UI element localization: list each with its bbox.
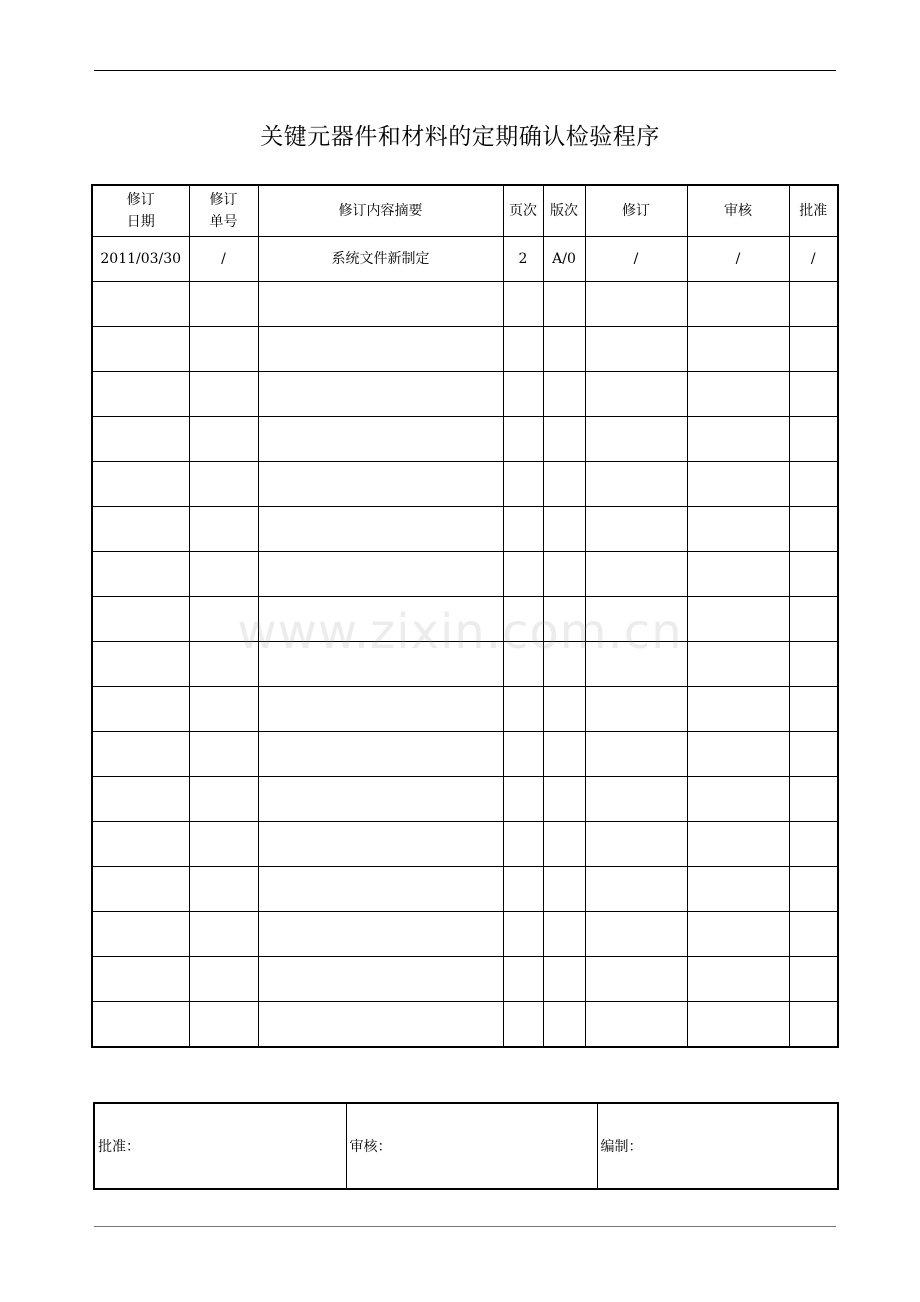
cell-page <box>503 507 543 552</box>
cell-revision-no <box>189 597 258 642</box>
header-page: 页次 <box>503 185 543 237</box>
cell-revised-by <box>585 732 687 777</box>
cell-version <box>543 642 585 687</box>
cell-revised-by <box>585 462 687 507</box>
cell-summary <box>258 912 503 957</box>
cell-summary <box>258 1002 503 1048</box>
cell-revision-no <box>189 642 258 687</box>
signoff-prepare: 编制： <box>597 1103 838 1189</box>
cell-approved-by <box>789 642 838 687</box>
cell-revision-no: / <box>189 237 258 282</box>
cell-page <box>503 687 543 732</box>
cell-summary: 系统文件新制定 <box>258 237 503 282</box>
cell-approved-by <box>789 912 838 957</box>
cell-date <box>92 282 189 327</box>
cell-version <box>543 912 585 957</box>
cell-summary <box>258 822 503 867</box>
cell-revised-by <box>585 867 687 912</box>
cell-summary <box>258 642 503 687</box>
cell-summary <box>258 597 503 642</box>
cell-revision-no <box>189 552 258 597</box>
cell-summary <box>258 462 503 507</box>
header-reviewed-by: 审核 <box>687 185 789 237</box>
cell-page <box>503 912 543 957</box>
cell-summary <box>258 417 503 462</box>
signoff-row <box>94 1103 838 1189</box>
cell-reviewed-by <box>687 462 789 507</box>
cell-approved-by <box>789 282 838 327</box>
cell-revision-no <box>189 777 258 822</box>
cell-page <box>503 417 543 462</box>
cell-date <box>92 417 189 462</box>
cell-revised-by <box>585 372 687 417</box>
cell-reviewed-by <box>687 642 789 687</box>
cell-summary <box>258 552 503 597</box>
table-row <box>92 687 838 732</box>
cell-revision-no <box>189 372 258 417</box>
cell-version <box>543 732 585 777</box>
cell-approved-by <box>789 777 838 822</box>
cell-summary <box>258 687 503 732</box>
footer-rule <box>94 1226 836 1227</box>
cell-summary <box>258 327 503 372</box>
cell-approved-by <box>789 552 838 597</box>
cell-approved-by <box>789 507 838 552</box>
cell-date <box>92 867 189 912</box>
cell-page <box>503 957 543 1002</box>
header-revision-date: 修订 日期 <box>92 185 189 237</box>
cell-approved-by <box>789 372 838 417</box>
cell-revised-by <box>585 327 687 372</box>
watermark: www.zixin.com.cn <box>237 604 683 660</box>
cell-version <box>543 1002 585 1048</box>
cell-approved-by <box>789 462 838 507</box>
table-row <box>92 822 838 867</box>
header-approved-by: 批准 <box>789 185 838 237</box>
table-row <box>92 462 838 507</box>
cell-date <box>92 462 189 507</box>
cell-version <box>543 867 585 912</box>
header-rule <box>94 70 836 71</box>
cell-reviewed-by <box>687 327 789 372</box>
signoff-table <box>93 1102 839 1190</box>
cell-revision-no <box>189 417 258 462</box>
cell-revision-no <box>189 867 258 912</box>
table-row <box>92 777 838 822</box>
cell-revision-no <box>189 822 258 867</box>
cell-reviewed-by <box>687 867 789 912</box>
header-summary: 修订内容摘要 <box>258 185 503 237</box>
cell-revision-no <box>189 957 258 1002</box>
cell-date <box>92 777 189 822</box>
cell-revised-by <box>585 777 687 822</box>
cell-version <box>543 552 585 597</box>
cell-page <box>503 1002 543 1048</box>
cell-page <box>503 552 543 597</box>
cell-approved-by <box>789 417 838 462</box>
cell-reviewed-by <box>687 777 789 822</box>
cell-page <box>503 867 543 912</box>
table-row <box>92 1002 838 1048</box>
cell-version <box>543 687 585 732</box>
cell-version <box>543 462 585 507</box>
table-row <box>92 417 838 462</box>
cell-revised-by <box>585 552 687 597</box>
cell-page <box>503 462 543 507</box>
table-header-row <box>92 185 838 237</box>
cell-revision-no <box>189 1002 258 1048</box>
cell-date <box>92 372 189 417</box>
cell-revision-no <box>189 732 258 777</box>
cell-reviewed-by <box>687 912 789 957</box>
cell-version <box>543 282 585 327</box>
cell-date <box>92 597 189 642</box>
cell-version <box>543 822 585 867</box>
table-row <box>92 282 838 327</box>
cell-date <box>92 507 189 552</box>
cell-approved-by: / <box>789 237 838 282</box>
table-row <box>92 957 838 1002</box>
cell-reviewed-by <box>687 822 789 867</box>
cell-approved-by <box>789 1002 838 1048</box>
header-revised-by: 修订 <box>585 185 687 237</box>
cell-date <box>92 687 189 732</box>
cell-page <box>503 822 543 867</box>
document-title: 关键元器件和材料的定期确认检验程序 <box>260 124 660 150</box>
table-row <box>92 642 838 687</box>
cell-date <box>92 732 189 777</box>
cell-reviewed-by: / <box>687 237 789 282</box>
cell-version <box>543 507 585 552</box>
table-row <box>92 507 838 552</box>
revision-history-table <box>91 184 839 1048</box>
cell-date <box>92 642 189 687</box>
cell-revised-by <box>585 597 687 642</box>
cell-version <box>543 957 585 1002</box>
cell-reviewed-by <box>687 687 789 732</box>
cell-approved-by <box>789 732 838 777</box>
cell-version <box>543 327 585 372</box>
cell-date <box>92 1002 189 1048</box>
cell-revised-by <box>585 687 687 732</box>
cell-summary <box>258 957 503 1002</box>
cell-version <box>543 372 585 417</box>
cell-version <box>543 597 585 642</box>
cell-reviewed-by <box>687 1002 789 1048</box>
signoff-review: 审核： <box>346 1103 597 1189</box>
table-row <box>92 237 838 282</box>
cell-approved-by <box>789 687 838 732</box>
cell-summary <box>258 282 503 327</box>
cell-revised-by <box>585 1002 687 1048</box>
cell-reviewed-by <box>687 417 789 462</box>
cell-revised-by: / <box>585 237 687 282</box>
cell-approved-by <box>789 327 838 372</box>
cell-date <box>92 327 189 372</box>
signoff-approve: 批准： <box>94 1103 346 1189</box>
cell-revised-by <box>585 957 687 1002</box>
cell-revised-by <box>585 822 687 867</box>
cell-revised-by <box>585 912 687 957</box>
cell-page <box>503 732 543 777</box>
cell-reviewed-by <box>687 282 789 327</box>
cell-summary <box>258 372 503 417</box>
cell-version: A/0 <box>543 237 585 282</box>
cell-version <box>543 417 585 462</box>
cell-approved-by <box>789 822 838 867</box>
cell-revised-by <box>585 507 687 552</box>
table-row <box>92 372 838 417</box>
header-revision-no: 修订 单号 <box>189 185 258 237</box>
cell-reviewed-by <box>687 597 789 642</box>
cell-summary <box>258 867 503 912</box>
header-version: 版次 <box>543 185 585 237</box>
table-row <box>92 552 838 597</box>
cell-date <box>92 552 189 597</box>
cell-page <box>503 327 543 372</box>
table-row <box>92 732 838 777</box>
cell-reviewed-by <box>687 372 789 417</box>
cell-page <box>503 777 543 822</box>
cell-page <box>503 282 543 327</box>
cell-approved-by <box>789 957 838 1002</box>
cell-page <box>503 372 543 417</box>
cell-revision-no <box>189 912 258 957</box>
cell-reviewed-by <box>687 957 789 1002</box>
cell-revised-by <box>585 642 687 687</box>
cell-page <box>503 642 543 687</box>
cell-date <box>92 957 189 1002</box>
cell-revision-no <box>189 507 258 552</box>
cell-date <box>92 912 189 957</box>
cell-revision-no <box>189 687 258 732</box>
cell-revision-no <box>189 327 258 372</box>
table-row <box>92 912 838 957</box>
cell-revised-by <box>585 417 687 462</box>
cell-reviewed-by <box>687 507 789 552</box>
table-row <box>92 327 838 372</box>
cell-approved-by <box>789 867 838 912</box>
cell-page <box>503 597 543 642</box>
cell-revision-no <box>189 282 258 327</box>
cell-approved-by <box>789 597 838 642</box>
cell-reviewed-by <box>687 552 789 597</box>
cell-date <box>92 822 189 867</box>
cell-version <box>543 777 585 822</box>
cell-page: 2 <box>503 237 543 282</box>
cell-summary <box>258 777 503 822</box>
cell-date: 2011/03/30 <box>92 237 189 282</box>
cell-summary <box>258 507 503 552</box>
cell-reviewed-by <box>687 732 789 777</box>
table-row <box>92 867 838 912</box>
cell-summary <box>258 732 503 777</box>
cell-revision-no <box>189 462 258 507</box>
table-row <box>92 597 838 642</box>
cell-revised-by <box>585 282 687 327</box>
